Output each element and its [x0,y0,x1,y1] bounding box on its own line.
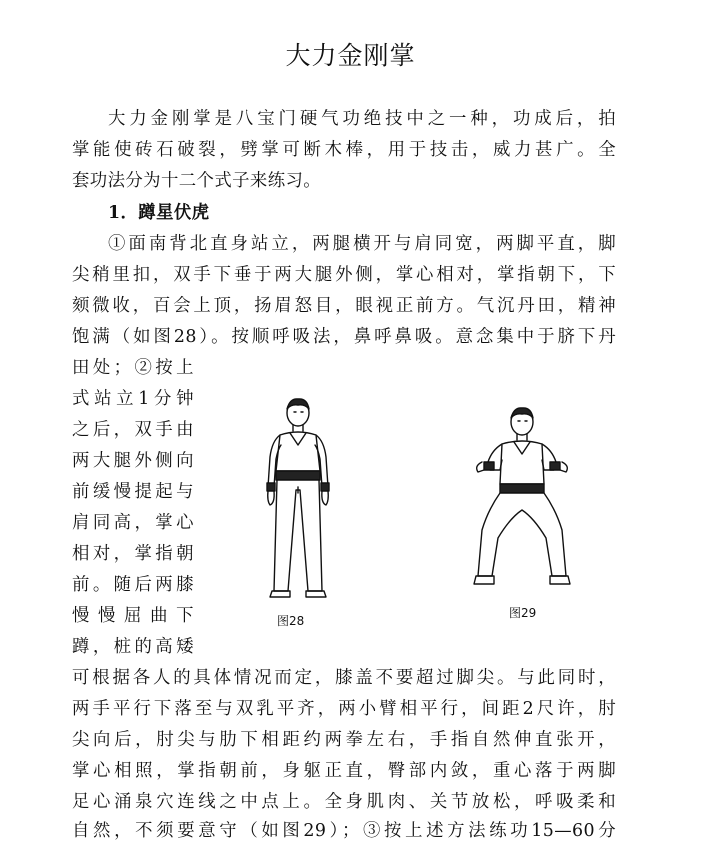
paragraph-line: 可根据各人的具体情况而定，膝盖不要超过脚尖。与此同时， [72,668,616,688]
paragraph-line: 足心涌泉穴连线之中点上。全身肌肉、关节放松，呼吸柔和 [72,792,616,812]
narrow-column-line: 两大腿外侧向 [72,451,194,471]
paragraph-line: 尖稍里扣，双手下垂于两大腿外侧，掌心相对，掌指朝下，下 [72,265,616,285]
narrow-column-line: 蹲，桩的高矮 [72,637,194,657]
paragraph-line: 掌心相照，掌指朝前，身躯正直，臀部内敛，重心落于两脚 [72,761,616,781]
narrow-column-line: 肩同高，掌心 [72,513,194,533]
paragraph-line: 田处；②按上 [72,358,194,378]
figure-29-caption: 图29 [509,606,537,620]
narrow-column-line: 前。随后两膝 [72,575,194,595]
figure-28-standing-pose [250,395,346,605]
paragraph-line: ①面南背北直身站立，两腿横开与肩同宽，两脚平直，脚 [108,234,616,254]
paragraph-line: 自然，不须要意守（如图29）；③按上述方法练功15—60分 [72,821,616,841]
paragraph-line: 掌能使砖石破裂，劈掌可断木棒，用于技击，威力甚广。全 [72,140,616,160]
narrow-column-line: 之后，双手由 [72,420,194,440]
paragraph-line: 饱满（如图28）。按顺呼吸法，鼻呼鼻吸。意念集中于脐下丹 [72,327,616,347]
paragraph-line: 尖向后，肘尖与肋下相距约两拳左右，手指自然伸直张开， [72,730,616,750]
paragraph-line: 颏微收，百会上顶，扬眉怒目，眼视正前方。气沉丹田，精神 [72,296,616,316]
narrow-column-line: 式站立1分钟 [72,389,194,409]
figure-29-horse-stance-pose [470,400,580,590]
figure-28-caption: 图28 [277,614,305,628]
narrow-column-line: 前缓慢提起与 [72,482,194,502]
narrow-column-line: 慢慢屈曲下 [72,606,194,626]
paragraph-line: 两手平行下落至与双乳平齐，两小臂相平行，间距2尺许，肘 [72,699,616,719]
narrow-column-line: 相对，掌指朝 [72,544,194,564]
section-heading: 1．蹲星伏虎 [108,203,210,223]
page-title: 大力金刚掌 [285,41,416,70]
paragraph-line: 套功法分为十二个式子来练习。 [72,171,322,191]
paragraph-line: 大力金刚掌是八宝门硬气功绝技中之一种，功成后，拍 [108,109,616,129]
